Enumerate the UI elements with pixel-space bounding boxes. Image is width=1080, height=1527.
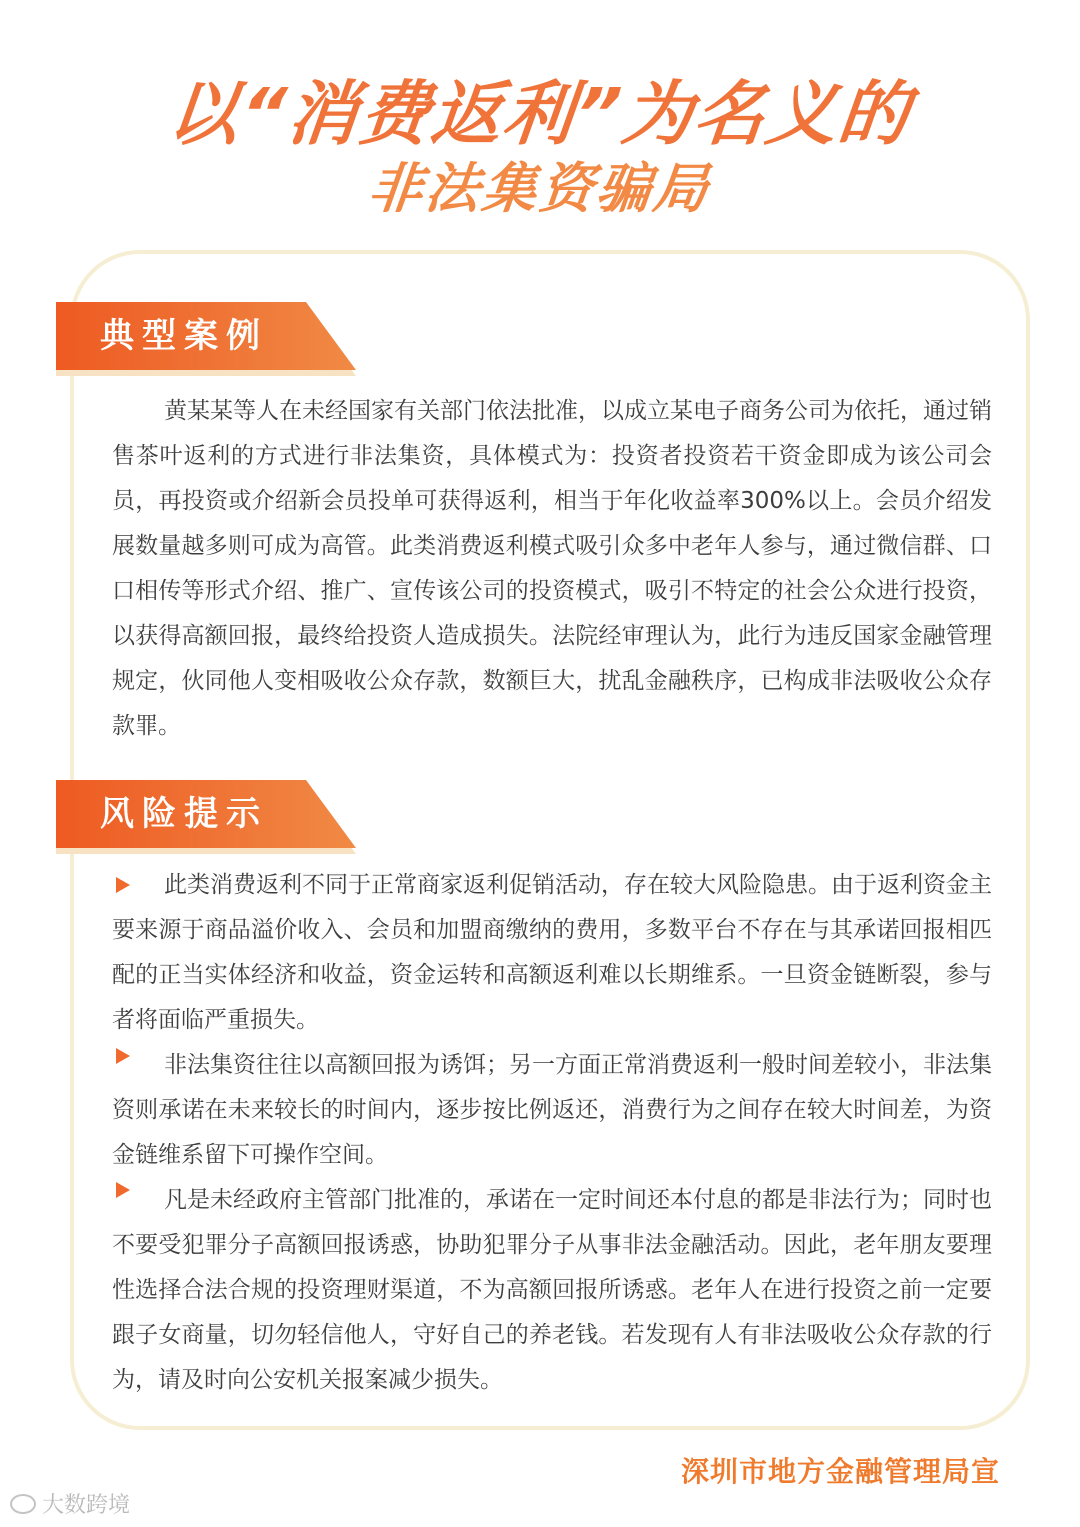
risk-item: 此类消费返利不同于正常商家返利促销活动，存在较大风险隐患。由于返利资金主要来源于商品溢价收入、会员和加盟商缴纳的费用，多数平台不存在与其承诺回报相匹配的正当实体经济和收益，资金运转和高额返利难以长期维系。一旦资金链断裂，参与者将面临严重损失。 xyxy=(112,872,992,1033)
page-title: 以“消费返利”为名义的 xyxy=(164,73,915,155)
watermark xyxy=(10,1488,130,1519)
risk-item: 非法集资往往以高额回报为诱饵；另一方面正常消费返利一般时间差较小，非法集资则承诺在未来较长的时间内，逐步按比例返还，消费行为之间存在较大时间差，为资金链维系留下可操作空间。 xyxy=(112,1052,992,1168)
watermark-logo-icon xyxy=(10,1494,36,1514)
section-heading-case: 典型案例 xyxy=(100,316,268,356)
case-paragraph: 黄某某等人在未经国家有关部门依法批准，以成立某电子商务公司为依托，通过销售茶叶返利的方式进行非法集资，具体模式为：投资者投资若干资金即成为该公司会员，再投资或介绍新会员投单可获得返利，相当于年化收益率300%以上。会员介绍发展数量越多则可成为高管。此类消费返利模式吸引众多中老年人参与，通过微信群、口口相传等形式介绍、推广、宣传该公司的投资模式，吸引不特定的社会公众进行投资，以获得高额回报，最终给投资人造成损失。法院经审理认为，此行为违反国家金融管理规定，伙同他人变相吸收公众存款，数额巨大，扰乱金融秩序，已构成非法吸收公众存款罪。 xyxy=(112,398,992,739)
watermark-text: 大数跨境 xyxy=(42,1493,131,1518)
risk-item: 凡是未经政府主管部门批准的，承诺在一定时间还本付息的都是非法行为；同时也不要受犯罪分子高额回报诱惑，协助犯罪分子从事非法金融活动。因此，老年朋友要理性选择合法合规的投资理财渠道，不为高额回报所诱惑。老年人在进行投资之前一定要跟子女商量，切勿轻信他人，守好自己的养老钱。若发现有人有非法吸收公众存款的行为，请及时向公安机关报案减少损失。 xyxy=(112,1187,992,1393)
issuer-footer: 深圳市地方金融管理局宣 xyxy=(680,1455,1000,1488)
section-heading-risk: 风险提示 xyxy=(100,794,268,834)
page-subtitle: 非法集资骗局 xyxy=(365,157,714,220)
